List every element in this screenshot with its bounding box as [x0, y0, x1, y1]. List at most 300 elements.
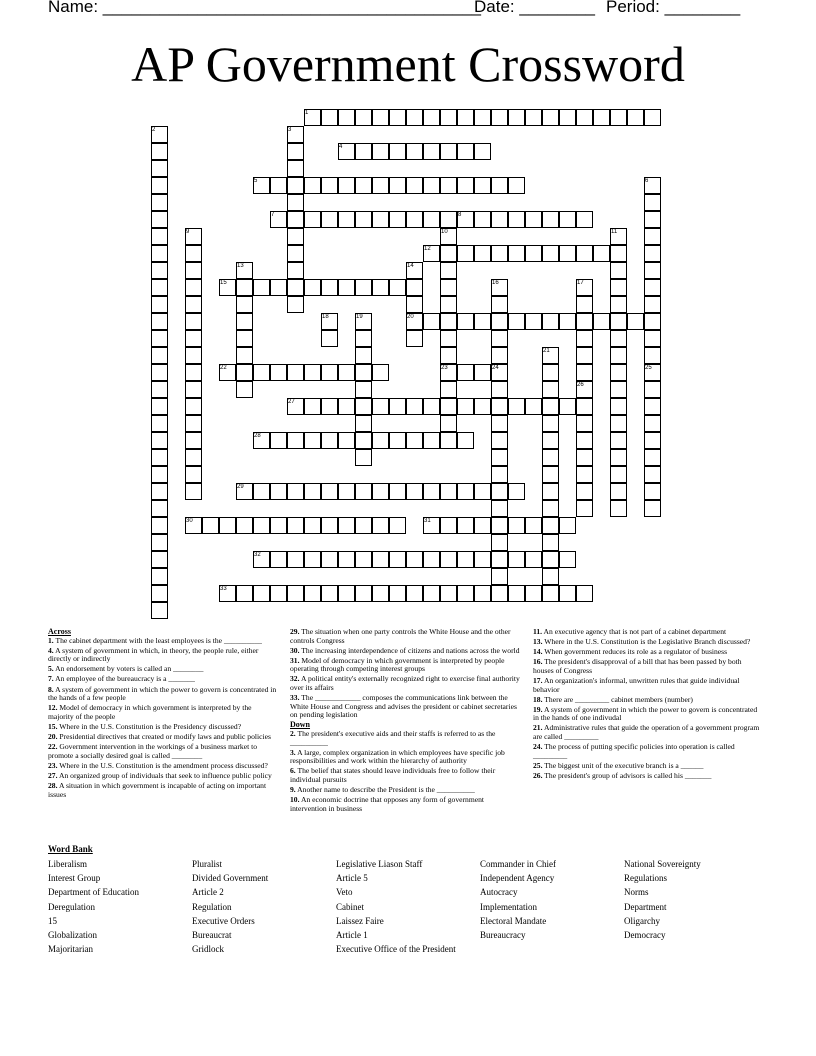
grid-cell[interactable]	[644, 483, 661, 500]
grid-cell[interactable]	[508, 551, 525, 568]
grid-cell[interactable]	[338, 585, 355, 602]
grid-cell[interactable]	[457, 177, 474, 194]
name-field[interactable]: Name: ________________________________________	[48, 0, 481, 16]
grid-cell[interactable]	[355, 143, 372, 160]
grid-cell[interactable]	[372, 398, 389, 415]
grid-cell[interactable]	[270, 177, 287, 194]
grid-cell[interactable]	[321, 585, 338, 602]
grid-cell[interactable]	[644, 262, 661, 279]
grid-cell[interactable]	[508, 517, 525, 534]
grid-cell[interactable]	[236, 585, 253, 602]
grid-cell[interactable]	[457, 517, 474, 534]
grid-cell[interactable]	[406, 330, 423, 347]
grid-cell[interactable]	[542, 551, 559, 568]
grid-cell[interactable]	[559, 313, 576, 330]
grid-cell[interactable]	[151, 160, 168, 177]
grid-cell[interactable]	[525, 398, 542, 415]
grid-cell[interactable]	[185, 313, 202, 330]
grid-cell[interactable]	[236, 296, 253, 313]
grid-cell[interactable]	[338, 551, 355, 568]
grid-cell[interactable]	[542, 432, 559, 449]
grid-cell[interactable]	[287, 211, 304, 228]
grid-cell[interactable]	[185, 415, 202, 432]
grid-cell[interactable]	[287, 228, 304, 245]
grid-cell[interactable]	[304, 517, 321, 534]
grid-cell[interactable]	[151, 211, 168, 228]
grid-cell[interactable]	[542, 568, 559, 585]
grid-cell[interactable]	[321, 551, 338, 568]
grid-cell[interactable]	[440, 279, 457, 296]
grid-cell[interactable]	[610, 398, 627, 415]
grid-cell[interactable]	[406, 279, 423, 296]
grid-cell[interactable]	[457, 143, 474, 160]
grid-cell[interactable]	[338, 483, 355, 500]
grid-cell[interactable]	[576, 415, 593, 432]
grid-cell[interactable]	[423, 109, 440, 126]
grid-cell[interactable]	[542, 109, 559, 126]
grid-cell[interactable]	[321, 517, 338, 534]
grid-cell[interactable]	[457, 313, 474, 330]
grid-cell[interactable]	[355, 483, 372, 500]
grid-cell[interactable]	[151, 534, 168, 551]
grid-cell[interactable]	[287, 432, 304, 449]
grid-cell[interactable]	[185, 483, 202, 500]
grid-cell[interactable]	[304, 585, 321, 602]
grid-cell[interactable]	[474, 211, 491, 228]
grid-cell[interactable]	[508, 313, 525, 330]
grid-cell[interactable]	[338, 279, 355, 296]
grid-cell[interactable]	[253, 483, 270, 500]
grid-cell[interactable]	[355, 449, 372, 466]
grid-cell[interactable]	[610, 364, 627, 381]
grid-cell[interactable]	[423, 432, 440, 449]
grid-cell[interactable]	[355, 398, 372, 415]
grid-cell[interactable]	[576, 483, 593, 500]
grid-cell[interactable]	[236, 517, 253, 534]
grid-cell[interactable]	[151, 517, 168, 534]
grid-cell[interactable]	[236, 279, 253, 296]
grid-cell[interactable]	[151, 500, 168, 517]
grid-cell[interactable]	[423, 143, 440, 160]
grid-cell[interactable]	[440, 415, 457, 432]
grid-cell[interactable]	[287, 143, 304, 160]
grid-cell[interactable]	[236, 313, 253, 330]
grid-cell[interactable]	[287, 364, 304, 381]
grid-cell[interactable]	[338, 211, 355, 228]
grid-cell[interactable]	[610, 381, 627, 398]
grid-cell[interactable]	[508, 211, 525, 228]
grid-cell[interactable]	[389, 398, 406, 415]
grid-cell[interactable]	[542, 449, 559, 466]
grid-cell[interactable]	[491, 313, 508, 330]
grid-cell[interactable]	[474, 551, 491, 568]
grid-cell[interactable]	[321, 330, 338, 347]
grid-cell[interactable]	[474, 585, 491, 602]
grid-cell[interactable]	[270, 432, 287, 449]
grid-cell[interactable]	[440, 245, 457, 262]
grid-cell[interactable]	[287, 194, 304, 211]
grid-cell[interactable]	[474, 177, 491, 194]
grid-cell[interactable]	[491, 211, 508, 228]
grid-cell[interactable]	[151, 398, 168, 415]
grid-cell[interactable]	[304, 398, 321, 415]
grid-cell[interactable]	[508, 177, 525, 194]
grid-cell[interactable]	[185, 432, 202, 449]
grid-cell[interactable]	[491, 245, 508, 262]
grid-cell[interactable]	[440, 398, 457, 415]
grid-cell[interactable]	[389, 432, 406, 449]
grid-cell[interactable]	[440, 313, 457, 330]
grid-cell[interactable]	[644, 109, 661, 126]
grid-cell[interactable]	[185, 381, 202, 398]
grid-cell[interactable]	[644, 347, 661, 364]
grid-cell[interactable]	[151, 381, 168, 398]
grid-cell[interactable]	[491, 483, 508, 500]
grid-cell[interactable]	[151, 568, 168, 585]
grid-cell[interactable]	[287, 160, 304, 177]
grid-cell[interactable]	[423, 211, 440, 228]
grid-cell[interactable]	[559, 109, 576, 126]
grid-cell[interactable]	[440, 211, 457, 228]
grid-cell[interactable]	[440, 585, 457, 602]
grid-cell[interactable]	[457, 585, 474, 602]
grid-cell[interactable]	[389, 517, 406, 534]
grid-cell[interactable]	[525, 109, 542, 126]
grid-cell[interactable]	[576, 347, 593, 364]
grid-cell[interactable]	[644, 228, 661, 245]
grid-cell[interactable]	[610, 449, 627, 466]
grid-cell[interactable]	[457, 109, 474, 126]
grid-cell[interactable]	[236, 381, 253, 398]
grid-cell[interactable]	[474, 398, 491, 415]
grid-cell[interactable]	[389, 585, 406, 602]
period-field[interactable]: Period: ________	[606, 0, 741, 16]
grid-cell[interactable]	[559, 585, 576, 602]
grid-cell[interactable]	[321, 109, 338, 126]
grid-cell[interactable]	[457, 432, 474, 449]
grid-cell[interactable]	[542, 483, 559, 500]
grid-cell[interactable]	[440, 143, 457, 160]
grid-cell[interactable]	[287, 279, 304, 296]
grid-cell[interactable]	[440, 296, 457, 313]
grid-cell[interactable]	[389, 109, 406, 126]
grid-cell[interactable]	[355, 415, 372, 432]
grid-cell[interactable]	[236, 347, 253, 364]
grid-cell[interactable]	[491, 466, 508, 483]
grid-cell[interactable]	[542, 245, 559, 262]
grid-cell[interactable]	[474, 517, 491, 534]
grid-cell[interactable]	[185, 296, 202, 313]
grid-cell[interactable]	[355, 364, 372, 381]
grid-cell[interactable]	[321, 432, 338, 449]
grid-cell[interactable]	[406, 109, 423, 126]
grid-cell[interactable]	[270, 364, 287, 381]
grid-cell[interactable]	[355, 381, 372, 398]
grid-cell[interactable]	[406, 296, 423, 313]
grid-cell[interactable]	[304, 364, 321, 381]
grid-cell[interactable]	[185, 245, 202, 262]
grid-cell[interactable]	[372, 109, 389, 126]
grid-cell[interactable]	[542, 415, 559, 432]
grid-cell[interactable]	[542, 534, 559, 551]
grid-cell[interactable]	[474, 364, 491, 381]
grid-cell[interactable]	[525, 313, 542, 330]
grid-cell[interactable]	[474, 313, 491, 330]
grid-cell[interactable]	[457, 398, 474, 415]
grid-cell[interactable]	[474, 143, 491, 160]
grid-cell[interactable]	[644, 194, 661, 211]
grid-cell[interactable]	[423, 398, 440, 415]
grid-cell[interactable]	[576, 109, 593, 126]
grid-cell[interactable]	[338, 109, 355, 126]
grid-cell[interactable]	[321, 483, 338, 500]
grid-cell[interactable]	[185, 330, 202, 347]
grid-cell[interactable]	[355, 279, 372, 296]
grid-cell[interactable]	[372, 279, 389, 296]
grid-cell[interactable]	[593, 245, 610, 262]
grid-cell[interactable]	[253, 585, 270, 602]
grid-cell[interactable]	[542, 211, 559, 228]
grid-cell[interactable]	[270, 551, 287, 568]
grid-cell[interactable]	[440, 330, 457, 347]
grid-cell[interactable]	[576, 245, 593, 262]
grid-cell[interactable]	[474, 109, 491, 126]
grid-cell[interactable]	[389, 551, 406, 568]
grid-cell[interactable]	[151, 245, 168, 262]
grid-cell[interactable]	[338, 432, 355, 449]
grid-cell[interactable]	[321, 211, 338, 228]
grid-cell[interactable]	[185, 347, 202, 364]
grid-cell[interactable]	[542, 585, 559, 602]
grid-cell[interactable]	[389, 211, 406, 228]
grid-cell[interactable]	[287, 177, 304, 194]
grid-cell[interactable]	[491, 432, 508, 449]
grid-cell[interactable]	[491, 500, 508, 517]
grid-cell[interactable]	[440, 517, 457, 534]
grid-cell[interactable]	[389, 143, 406, 160]
grid-cell[interactable]	[593, 109, 610, 126]
grid-cell[interactable]	[287, 296, 304, 313]
grid-cell[interactable]	[644, 415, 661, 432]
grid-cell[interactable]	[270, 517, 287, 534]
grid-cell[interactable]	[491, 449, 508, 466]
grid-cell[interactable]	[491, 347, 508, 364]
grid-cell[interactable]	[321, 279, 338, 296]
grid-cell[interactable]	[406, 432, 423, 449]
grid-cell[interactable]	[151, 279, 168, 296]
grid-cell[interactable]	[644, 500, 661, 517]
grid-cell[interactable]	[372, 483, 389, 500]
grid-cell[interactable]	[423, 551, 440, 568]
grid-cell[interactable]	[610, 296, 627, 313]
grid-cell[interactable]	[508, 245, 525, 262]
grid-cell[interactable]	[576, 585, 593, 602]
grid-cell[interactable]	[151, 551, 168, 568]
grid-cell[interactable]	[491, 585, 508, 602]
grid-cell[interactable]	[627, 313, 644, 330]
grid-cell[interactable]	[372, 364, 389, 381]
grid-cell[interactable]	[151, 313, 168, 330]
grid-cell[interactable]	[355, 432, 372, 449]
grid-cell[interactable]	[287, 483, 304, 500]
grid-cell[interactable]	[559, 398, 576, 415]
grid-cell[interactable]	[253, 517, 270, 534]
grid-cell[interactable]	[372, 585, 389, 602]
grid-cell[interactable]	[576, 466, 593, 483]
grid-cell[interactable]	[576, 432, 593, 449]
grid-cell[interactable]	[355, 211, 372, 228]
grid-cell[interactable]	[576, 449, 593, 466]
grid-cell[interactable]	[508, 398, 525, 415]
grid-cell[interactable]	[406, 177, 423, 194]
grid-cell[interactable]	[593, 313, 610, 330]
grid-cell[interactable]	[151, 194, 168, 211]
grid-cell[interactable]	[338, 517, 355, 534]
grid-cell[interactable]	[491, 177, 508, 194]
grid-cell[interactable]	[389, 483, 406, 500]
grid-cell[interactable]	[440, 381, 457, 398]
grid-cell[interactable]	[151, 483, 168, 500]
grid-cell[interactable]	[576, 364, 593, 381]
grid-cell[interactable]	[304, 483, 321, 500]
grid-cell[interactable]	[474, 245, 491, 262]
grid-cell[interactable]	[423, 585, 440, 602]
grid-cell[interactable]	[219, 517, 236, 534]
grid-cell[interactable]	[304, 551, 321, 568]
grid-cell[interactable]	[508, 585, 525, 602]
grid-cell[interactable]	[644, 381, 661, 398]
grid-cell[interactable]	[491, 534, 508, 551]
grid-cell[interactable]	[644, 330, 661, 347]
grid-cell[interactable]	[287, 585, 304, 602]
grid-cell[interactable]	[287, 245, 304, 262]
grid-cell[interactable]	[440, 347, 457, 364]
grid-cell[interactable]	[151, 415, 168, 432]
grid-cell[interactable]	[372, 432, 389, 449]
grid-cell[interactable]	[610, 415, 627, 432]
grid-cell[interactable]	[151, 364, 168, 381]
grid-cell[interactable]	[304, 177, 321, 194]
grid-cell[interactable]	[508, 109, 525, 126]
grid-cell[interactable]	[406, 211, 423, 228]
grid-cell[interactable]	[355, 347, 372, 364]
grid-cell[interactable]	[202, 517, 219, 534]
grid-cell[interactable]	[406, 551, 423, 568]
grid-cell[interactable]	[457, 245, 474, 262]
grid-cell[interactable]	[236, 330, 253, 347]
grid-cell[interactable]	[525, 551, 542, 568]
grid-cell[interactable]	[151, 177, 168, 194]
grid-cell[interactable]	[338, 364, 355, 381]
grid-cell[interactable]	[542, 381, 559, 398]
grid-cell[interactable]	[440, 109, 457, 126]
grid-cell[interactable]	[287, 517, 304, 534]
grid-cell[interactable]	[185, 262, 202, 279]
grid-cell[interactable]	[389, 279, 406, 296]
grid-cell[interactable]	[151, 585, 168, 602]
grid-cell[interactable]	[644, 313, 661, 330]
grid-cell[interactable]	[372, 211, 389, 228]
grid-cell[interactable]	[151, 432, 168, 449]
grid-cell[interactable]	[151, 296, 168, 313]
grid-cell[interactable]	[559, 517, 576, 534]
grid-cell[interactable]	[644, 466, 661, 483]
date-field[interactable]: Date: ________	[474, 0, 595, 16]
grid-cell[interactable]	[610, 109, 627, 126]
grid-cell[interactable]	[542, 313, 559, 330]
grid-cell[interactable]	[287, 551, 304, 568]
grid-cell[interactable]	[644, 245, 661, 262]
grid-cell[interactable]	[440, 483, 457, 500]
grid-cell[interactable]	[423, 177, 440, 194]
grid-cell[interactable]	[457, 364, 474, 381]
grid-cell[interactable]	[491, 551, 508, 568]
grid-cell[interactable]	[610, 330, 627, 347]
grid-cell[interactable]	[457, 551, 474, 568]
grid-cell[interactable]	[610, 432, 627, 449]
grid-cell[interactable]	[576, 211, 593, 228]
grid-cell[interactable]	[610, 279, 627, 296]
grid-cell[interactable]	[355, 177, 372, 194]
grid-cell[interactable]	[287, 262, 304, 279]
grid-cell[interactable]	[644, 432, 661, 449]
grid-cell[interactable]	[423, 483, 440, 500]
grid-cell[interactable]	[151, 330, 168, 347]
grid-cell[interactable]	[321, 364, 338, 381]
grid-cell[interactable]	[542, 364, 559, 381]
grid-cell[interactable]	[508, 483, 525, 500]
grid-cell[interactable]	[372, 517, 389, 534]
grid-cell[interactable]	[185, 466, 202, 483]
grid-cell[interactable]	[610, 347, 627, 364]
grid-cell[interactable]	[627, 109, 644, 126]
grid-cell[interactable]	[491, 109, 508, 126]
grid-cell[interactable]	[610, 466, 627, 483]
grid-cell[interactable]	[253, 364, 270, 381]
grid-cell[interactable]	[423, 313, 440, 330]
grid-cell[interactable]	[270, 483, 287, 500]
grid-cell[interactable]	[491, 330, 508, 347]
grid-cell[interactable]	[338, 177, 355, 194]
grid-cell[interactable]	[610, 500, 627, 517]
grid-cell[interactable]	[644, 279, 661, 296]
grid-cell[interactable]	[559, 551, 576, 568]
grid-cell[interactable]	[389, 177, 406, 194]
grid-cell[interactable]	[406, 398, 423, 415]
grid-cell[interactable]	[559, 211, 576, 228]
grid-cell[interactable]	[355, 585, 372, 602]
grid-cell[interactable]	[355, 330, 372, 347]
grid-cell[interactable]	[372, 551, 389, 568]
grid-cell[interactable]	[644, 449, 661, 466]
grid-cell[interactable]	[576, 500, 593, 517]
grid-cell[interactable]	[440, 262, 457, 279]
grid-cell[interactable]	[440, 551, 457, 568]
grid-cell[interactable]	[440, 177, 457, 194]
grid-cell[interactable]	[151, 228, 168, 245]
grid-cell[interactable]	[644, 296, 661, 313]
grid-cell[interactable]	[525, 517, 542, 534]
grid-cell[interactable]	[185, 279, 202, 296]
grid-cell[interactable]	[525, 245, 542, 262]
grid-cell[interactable]	[491, 568, 508, 585]
grid-cell[interactable]	[474, 483, 491, 500]
grid-cell[interactable]	[644, 398, 661, 415]
grid-cell[interactable]	[372, 143, 389, 160]
grid-cell[interactable]	[542, 517, 559, 534]
grid-cell[interactable]	[151, 602, 168, 619]
grid-cell[interactable]	[151, 347, 168, 364]
